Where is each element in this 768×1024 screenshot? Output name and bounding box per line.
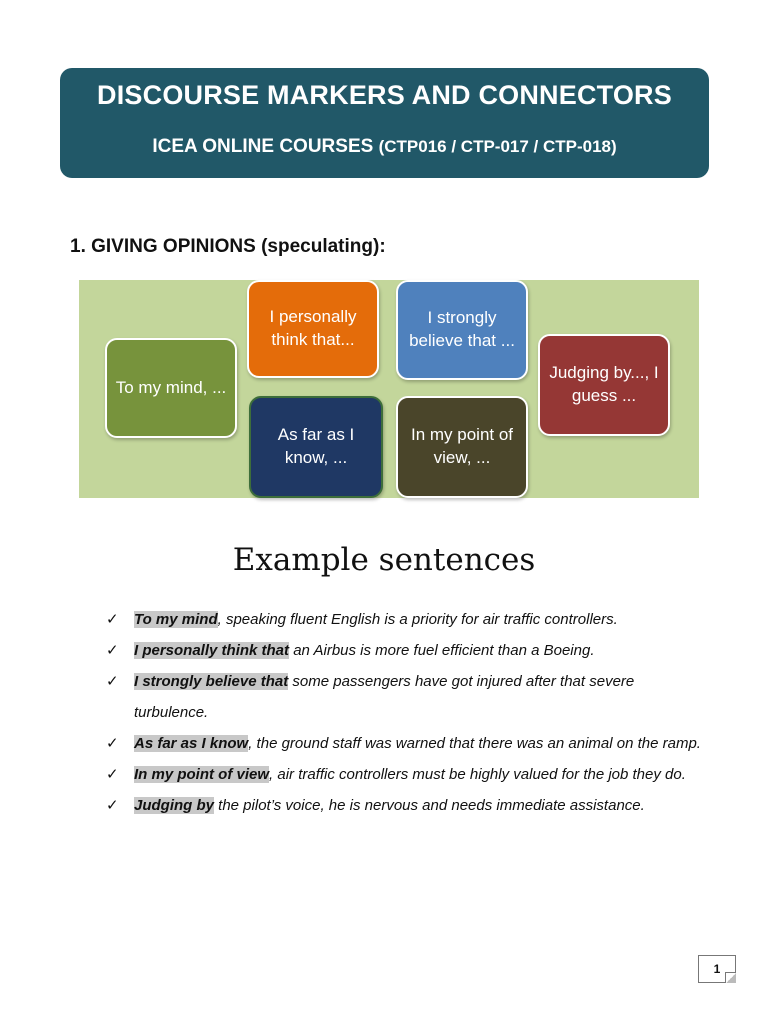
highlighted-marker: To my mind: [134, 611, 218, 628]
list-item: [106, 759, 706, 790]
document-subtitle: [60, 136, 709, 158]
section-heading: 1. GIVING OPINIONS (speculating):: [70, 236, 386, 257]
list-item: [106, 728, 706, 759]
subtitle-course-codes: (CTP016 / CTP-017 / CTP-018): [378, 137, 617, 156]
highlighted-marker: I personally think that: [134, 642, 290, 659]
sentence-text: , the ground staff was warned that there was an animal on the ramp.: [248, 735, 701, 752]
checkmark-icon: ✓: [106, 642, 119, 659]
highlighted-marker: Judging by: [134, 797, 214, 814]
marker-box-as-far-as-i-know: As far as I know, ...: [249, 396, 383, 498]
highlighted-marker: As far as I know: [134, 735, 249, 752]
marker-box-personally-think: I personally think that...: [247, 280, 379, 378]
document-title: DISCOURSE MARKERS AND CONNECTORS: [97, 80, 672, 110]
subtitle-course-name: ICEA ONLINE COURSES: [152, 136, 374, 157]
highlighted-marker: I strongly believe that: [134, 673, 289, 690]
marker-box-to-my-mind: To my mind, ...: [105, 338, 237, 438]
example-sentences-list: [106, 604, 706, 821]
checkmark-icon: ✓: [106, 735, 119, 752]
list-item: [106, 666, 706, 728]
checkmark-icon: ✓: [106, 766, 119, 783]
opinion-markers-diagram: [79, 280, 699, 498]
checkmark-icon: ✓: [106, 797, 119, 814]
sentence-text: some passengers have got injured after that severe turbulence.: [134, 673, 635, 721]
highlighted-marker: In my point of view: [134, 766, 270, 783]
list-item: [106, 790, 706, 821]
marker-box-point-of-view: In my point of view, ...: [396, 396, 528, 498]
page-number-value: 1: [713, 962, 721, 976]
sentence-text: an Airbus is more fuel efficient than a Boeing.: [289, 642, 595, 659]
marker-box-strongly-believe: I strongly believe that ...: [396, 280, 528, 380]
sentence-text: the pilot’s voice, he is nervous and needs immediate assistance.: [214, 797, 645, 814]
list-item: [106, 604, 706, 635]
sentence-text: , air traffic controllers must be highly valued for the job they do.: [269, 766, 686, 783]
document-header-banner: [60, 68, 709, 178]
page-fold-icon: [725, 972, 736, 983]
marker-box-judging-by: Judging by..., I guess ...: [538, 334, 670, 436]
checkmark-icon: ✓: [106, 611, 119, 628]
checkmark-icon: ✓: [106, 673, 119, 690]
sentence-text: , speaking fluent English is a priority for air traffic controllers.: [217, 611, 618, 628]
list-item: [106, 635, 706, 666]
page-number: [698, 955, 736, 983]
example-sentences-title: Example sentences: [232, 542, 536, 578]
